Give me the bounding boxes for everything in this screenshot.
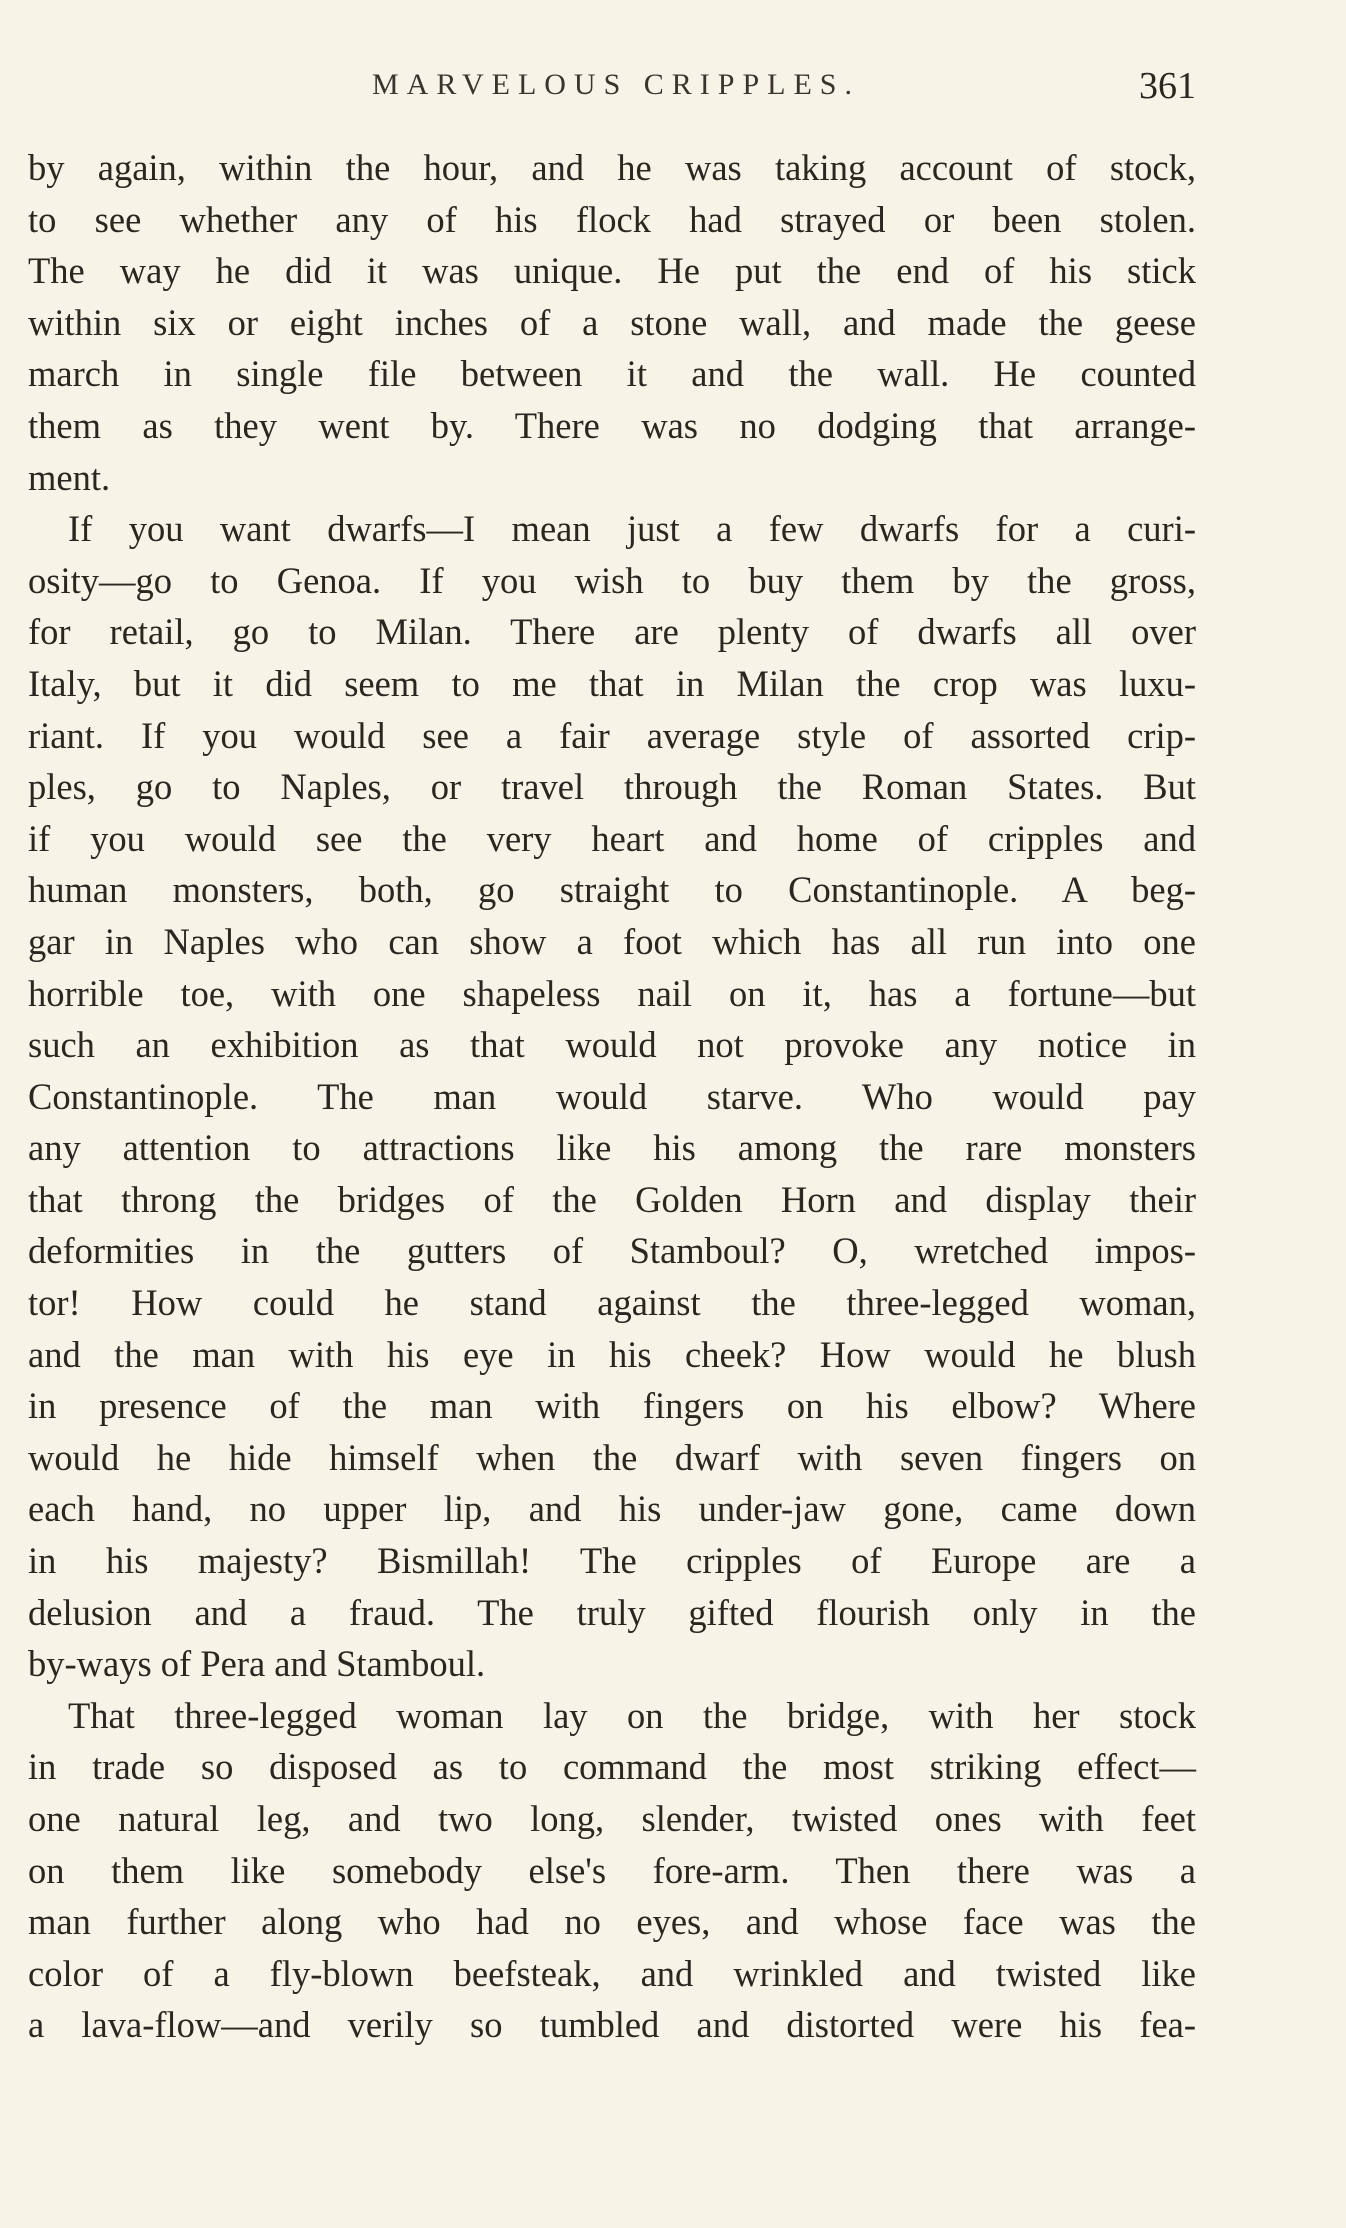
- paragraph-3: [28, 1690, 1196, 2051]
- text-line: march in single file between it and the wall. He counted: [28, 353, 1196, 395]
- body-text: [28, 142, 1196, 2051]
- text-line: color of a fly-blown beefsteak, and wrinkled and twisted like: [28, 1952, 1196, 1994]
- text-line: horrible toe, with one shapeless nail on it, has a fortune—but: [28, 972, 1196, 1014]
- text-line: within six or eight inches of a stone wall, and made the geese: [28, 301, 1196, 343]
- text-line: a lava-flow—and verily so tumbled and distorted were his fea-: [28, 2004, 1196, 2046]
- text-line: would he hide himself when the dwarf with seven fingers on: [28, 1436, 1196, 1478]
- paragraph-2: [28, 503, 1196, 1690]
- text-line: them as they went by. There was no dodging that arrange-: [28, 404, 1196, 446]
- text-line: for retail, go to Milan. There are plenty of dwarfs all over: [28, 611, 1196, 653]
- running-head: [0, 60, 1346, 112]
- text-line: in his majesty? Bismillah! The cripples of Europe are a: [28, 1540, 1196, 1582]
- text-line: ment.: [28, 456, 111, 498]
- text-line: by-ways of Pera and Stamboul.: [28, 1643, 486, 1685]
- text-line: human monsters, both, go straight to Constantinople. A beg-: [28, 869, 1196, 911]
- text-line: any attention to attractions like his among the rare monsters: [28, 1127, 1196, 1169]
- text-line: by again, within the hour, and he was taking account of stock,: [28, 147, 1196, 188]
- text-line: and the man with his eye in his cheek? How would he blush: [28, 1333, 1196, 1375]
- text-line: gar in Naples who can show a foot which has all run into one: [28, 920, 1196, 962]
- text-line: That three-legged woman lay on the bridge, with her stock: [68, 1694, 1196, 1736]
- text-line: osity—go to Genoa. If you wish to buy them by the gross,: [28, 559, 1196, 601]
- text-line: deformities in the gutters of Stamboul? O, wretched impos-: [28, 1230, 1196, 1272]
- running-title: MARVELOUS CRIPPLES.: [372, 68, 860, 101]
- text-line: if you would see the very heart and home of cripples and: [28, 817, 1196, 859]
- text-line: to see whether any of his flock had strayed or been stolen.: [28, 198, 1196, 240]
- text-line: If you want dwarfs—I mean just a few dwarfs for a curi-: [68, 508, 1196, 550]
- text-line: tor! How could he stand against the three-legged woman,: [28, 1282, 1196, 1324]
- text-line: ples, go to Naples, or travel through the Roman States. But: [28, 766, 1196, 808]
- page-number: 361: [1139, 65, 1196, 107]
- text-line: Italy, but it did seem to me that in Milan the crop was luxu-: [28, 662, 1196, 704]
- text-line: man further along who had no eyes, and whose face was the: [28, 1901, 1196, 1943]
- text-line: in presence of the man with fingers on his elbow? Where: [28, 1385, 1196, 1427]
- text-line: riant. If you would see a fair average style of assorted crip-: [28, 714, 1196, 756]
- text-line: such an exhibition as that would not provoke any notice in: [28, 1024, 1196, 1066]
- text-line: each hand, no upper lip, and his under-jaw gone, came down: [28, 1488, 1196, 1530]
- text-line: that throng the bridges of the Golden Horn and display their: [28, 1178, 1196, 1220]
- text-line: The way he did it was unique. He put the end of his stick: [28, 250, 1196, 292]
- text-line: delusion and a fraud. The truly gifted flourish only in the: [28, 1591, 1196, 1633]
- text-line: one natural leg, and two long, slender, twisted ones with feet: [28, 1798, 1196, 1839]
- paragraph-1: [28, 142, 1196, 503]
- text-line: on them like somebody else's fore-arm. Then there was a: [28, 1849, 1196, 1891]
- text-line: in trade so disposed as to command the most striking effect—: [28, 1746, 1196, 1788]
- text-line: Constantinople. The man would starve. Who would pay: [28, 1075, 1196, 1117]
